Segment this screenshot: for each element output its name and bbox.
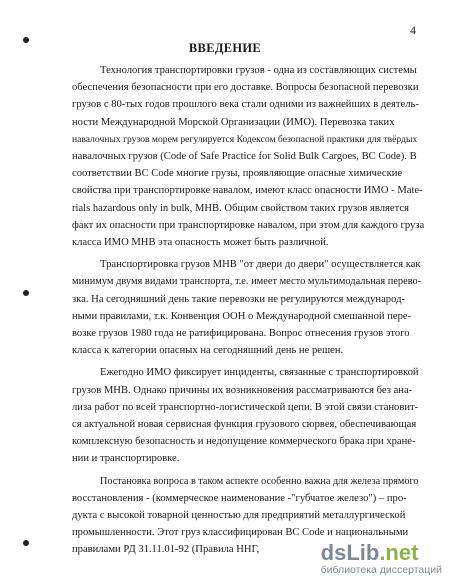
text-line: комплексную безопасность и недопущение коммерческого брака при хране- — [72, 436, 416, 448]
body-text — [72, 62, 424, 564]
text-line: грузов МНВ. Однако причины их возникновения рассматриваются без ана- — [72, 384, 413, 396]
text-line: зка. На сегодняшний день такие перевозки не регулируются международ- — [72, 293, 405, 305]
logo-text-domain: .net — [379, 540, 419, 565]
text-line: ными правилами, т.к. Конвенция ООН о Международной смешанной пере- — [72, 310, 412, 322]
text-line: Ежегодно ИМО фиксирует инциденты, связанные с транспортировкой — [100, 367, 419, 379]
text-line: соответствии BC Code многие грузы, проявляющие опасные химические — [72, 168, 403, 180]
text-line: Постановка вопроса в таком аспекте особенно важна для железа прямого — [100, 475, 419, 487]
text-line: правилами РД 31.11.01-92 (Правила ННГ, — [72, 544, 260, 556]
dslib-logo — [321, 542, 442, 564]
text-line: класса к категории опасных на сегодняшний день не решен. — [72, 345, 344, 357]
text-line: факт их опасности при транспортировке навалом, при этом для каждого груза — [72, 219, 424, 231]
text-line: навалочных грузов морем регулируется Кодексом безопасной практики для твёрдых — [72, 133, 418, 145]
logo-text-main: dsLib — [320, 540, 380, 565]
text-line: Технология транспортировки грузов - одна из составляющих системы — [100, 65, 417, 76]
section-heading: ВВЕДЕНИЕ — [188, 41, 262, 55]
paragraph — [72, 256, 424, 359]
binder-hole-bottom — [23, 540, 29, 546]
binder-hole-middle — [23, 290, 29, 296]
text-line: rials hazardous only in bulk, MHB. Общим свойством таких грузов является — [72, 202, 409, 214]
text-line: лиза работ по всей транспортно-логистической цепи. В этой связи становит- — [72, 401, 419, 413]
text-line: навалочных грузов (Code of Safe Practice for Solid Bulk Cargoes, BC Code). В — [72, 151, 417, 163]
text-line: ся актуальной новая сервисная функция грузового сюрвея, обеспечивающая — [72, 419, 417, 431]
dslib-watermark — [321, 542, 442, 576]
text-line: свойства при транспортировке навалом, имеют класс опасности ИМО - Mate- — [72, 185, 423, 197]
text-line: промышленности. Этот груз классифицирован BC Code и национальными — [72, 527, 409, 539]
text-line: ности Международной Морской Организации (ИМО). Перевозка таких — [72, 116, 395, 128]
text-line: Транспортировка грузов МНВ "от двери до двери" осуществляется как — [100, 259, 421, 271]
text-line: минимум двумя видами транспорта, т.е. имеет место мультимодальная перево- — [72, 276, 422, 288]
text-line: нии и транспортировке. — [72, 453, 180, 465]
text-line: восстановления - (коммерческое наименование -"губчатое железо") – про- — [72, 492, 407, 504]
text-line: класса ИМО МНВ эта опасность может быть различной. — [72, 237, 329, 249]
text-line: дукта с высокой товарной ценностью для предприятий металлургической — [72, 510, 406, 522]
page-number: 4 — [410, 23, 416, 37]
text-line: возке грузов 1980 года не ратифицирована. Вопрос отнесения грузов этого — [72, 328, 410, 340]
text-line: обеспечения безопасности при его доставке. Вопросы безопасной перевозки — [72, 82, 419, 94]
watermark-caption: библиотека диссертаций — [320, 564, 442, 576]
paragraph — [72, 364, 424, 467]
paragraph — [72, 62, 424, 251]
text-line: грузов с 80-тых годов прошлого века стали одними из важнейших в деятель- — [72, 99, 419, 111]
